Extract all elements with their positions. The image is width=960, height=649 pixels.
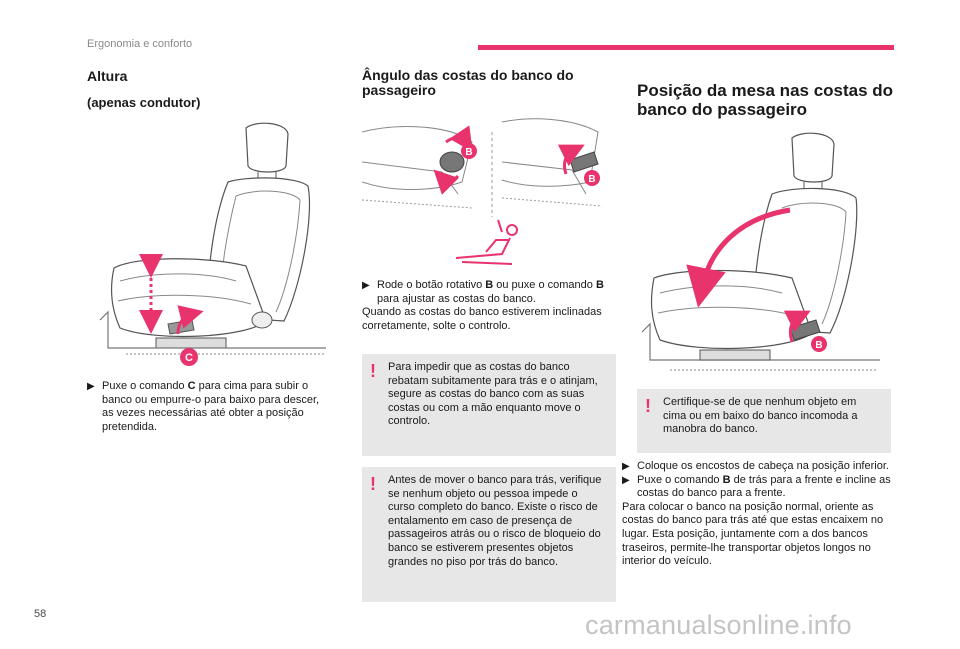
exclamation-icon: ! [370, 361, 376, 381]
height-instruction: ▶ Puxe o comando C para cima para subir o banco ou empurre-o para baixo para descer, as vezes necessárias até obter a posição pretendida. [87, 380, 320, 433]
marker-b-right: B [588, 174, 596, 185]
table-bullet-headrest: ▶ Coloque os encostos de cabeça na posição inferior. [622, 460, 889, 472]
exclamation-icon: ! [645, 396, 651, 416]
table-instructions [622, 460, 892, 569]
arrow-bullet-icon: ▶ [87, 381, 95, 392]
backrest-control-illustration [362, 112, 616, 272]
watermark: carmanualsonline.info [585, 610, 852, 640]
marker-b-left: B [465, 147, 473, 158]
marker-b-fold: B [815, 340, 823, 351]
warning-no-objects: ! Certifique-se de que nenhum objeto em cima ou em baixo do banco incomoda a manobra do banco. [637, 389, 891, 453]
heading-table-position: Posição da mesa nas costas do banco do passageiro [637, 81, 894, 119]
arrow-bullet-icon: ▶ [622, 461, 630, 472]
seat-height-illustration [96, 116, 334, 366]
backrest-release-text: Quando as costas do banco estiverem inclinadas corretamente, solte o controlo. [362, 306, 602, 332]
arrow-bullet-icon: ▶ [622, 474, 630, 486]
exclamation-icon: ! [370, 474, 376, 494]
section-title: Ergonomia e conforto [87, 38, 193, 50]
page-number: 58 [34, 608, 47, 620]
backrest-bullet: ▶ Rode o botão rotativo B ou puxe o comando B para ajustar as costas do banco. [362, 279, 604, 305]
heading-passenger-backrest-angle: Ângulo das costas do banco do passageiro [362, 67, 574, 98]
table-bullet-lever: ▶ Puxe o comando B de trás para a frente e incline as costas do banco para a frente. [622, 473, 891, 500]
marker-c: C [185, 352, 193, 364]
table-normal-position-text: Para colocar o banco na posição normal, oriente as costas do banco para trás até que estas encaixem no lugar. Esta posição, juntamente com a dos bancos traseiros, permite-lhe transportar objetos longos no interior do veículo. [622, 500, 884, 568]
header-accent-rule [478, 45, 894, 50]
seat-fold-illustration [640, 128, 890, 380]
heading-height: Altura [87, 68, 128, 84]
arrow-bullet-icon: ▶ [362, 280, 370, 291]
backrest-instructions [362, 279, 618, 333]
subheading-driver-only: (apenas condutor) [87, 95, 201, 110]
warning-clear-space: ! Antes de mover o banco para trás, verifique se nenhum objeto ou pessoa impede o curso completo do banco. Existe o risco de entalamento em caso de presença de passageiros atrás ou o risco de bloqueio do banco se estiverem presentes objetos grandes no piso por trás do banco. [362, 467, 616, 602]
warning-backrest-hold: ! Para impedir que as costas do banco rebatam subitamente para trás e o atinjam, segure as costas do banco com as suas costas ou com a mão enquanto move o controlo. [362, 354, 616, 456]
